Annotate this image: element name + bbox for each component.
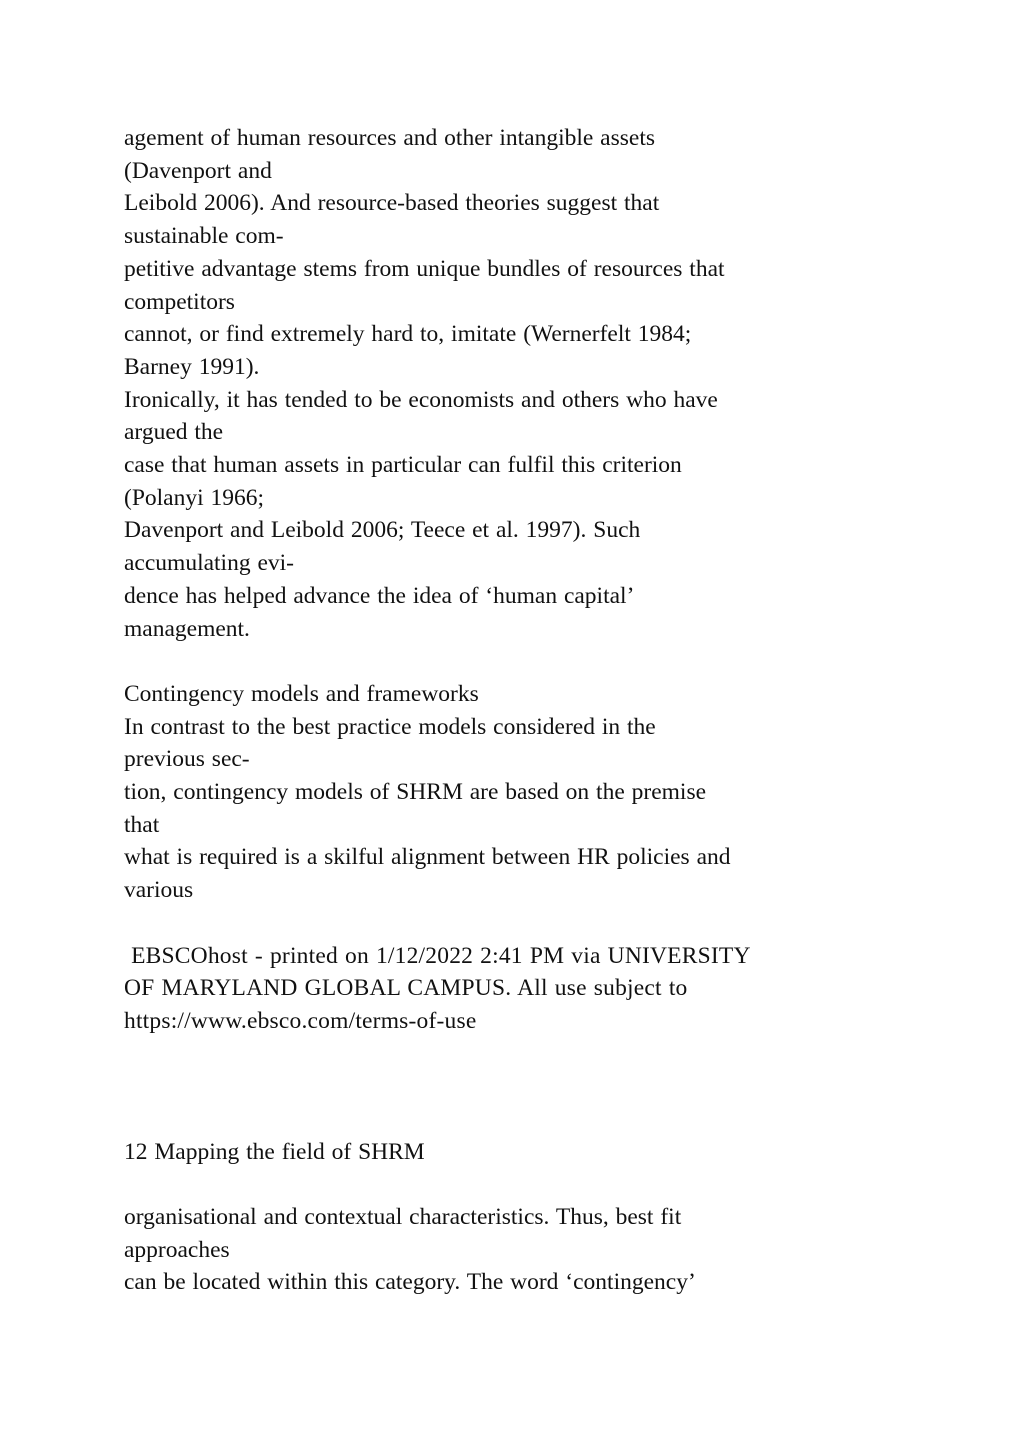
text-line: Leibold 2006). And resource-based theories suggest that <box>124 190 660 217</box>
text-line: argued the <box>124 419 224 446</box>
text-line: In contrast to the best practice models considered in the <box>124 713 656 740</box>
footer-url: https://www.ebsco.com/terms-of-use <box>124 1007 477 1034</box>
text-line: management. <box>124 615 250 642</box>
page-break-gap <box>124 1038 904 1136</box>
text-line: approaches <box>124 1236 230 1263</box>
text-line: can be located within this category. The word ‘contingency’ <box>124 1269 696 1296</box>
text-line: Davenport and Leibold 2006; Teece et al. 1997). Such <box>124 517 641 544</box>
text-line: that <box>124 811 160 838</box>
text-line: dence has helped advance the idea of ‘human capital’ <box>124 582 635 609</box>
text-line: various <box>124 877 194 904</box>
text-line: case that human assets in particular can fulfil this criterion <box>124 452 682 479</box>
paragraph-gap <box>124 907 904 940</box>
paragraph-block-3 <box>124 1201 904 1299</box>
text-line: (Davenport and <box>124 157 272 184</box>
text-line: organisational and contextual characteristics. Thus, best fit <box>124 1204 682 1231</box>
text-line: agement of human resources and other intangible assets <box>124 125 656 151</box>
text-line: tion, contingency models of SHRM are based on the premise <box>124 779 707 806</box>
running-header: 12 Mapping the field of SHRM <box>124 1138 425 1165</box>
text-line: Ironically, it has tended to be economists and others who have <box>124 386 718 413</box>
text-line: cannot, or find extremely hard to, imitate (Wernerfelt 1984; <box>124 321 692 348</box>
paragraph-gap <box>124 1168 904 1201</box>
text-line: what is required is a skilful alignment between HR policies and <box>124 844 731 871</box>
text-line: sustainable com- <box>124 223 284 250</box>
text-line: previous sec- <box>124 746 250 773</box>
footer-line: EBSCOhost - printed on 1/12/2022 2:41 PM via UNIVERSITY <box>124 942 751 969</box>
paragraph-gap <box>124 645 904 678</box>
section-heading: Contingency models and frameworks <box>124 680 479 707</box>
text-line: Barney 1991). <box>124 353 260 380</box>
paragraph-block-1 <box>124 122 904 645</box>
text-line: competitors <box>124 288 235 315</box>
text-line: accumulating evi- <box>124 550 294 577</box>
footer-line: OF MARYLAND GLOBAL CAMPUS. All use subject to <box>124 975 688 1002</box>
document-page <box>124 122 904 1299</box>
text-line: petitive advantage stems from unique bundles of resources that <box>124 255 725 282</box>
ebsco-footer <box>124 940 904 1038</box>
text-line: (Polanyi 1966; <box>124 484 265 511</box>
paragraph-block-2 <box>124 711 904 907</box>
